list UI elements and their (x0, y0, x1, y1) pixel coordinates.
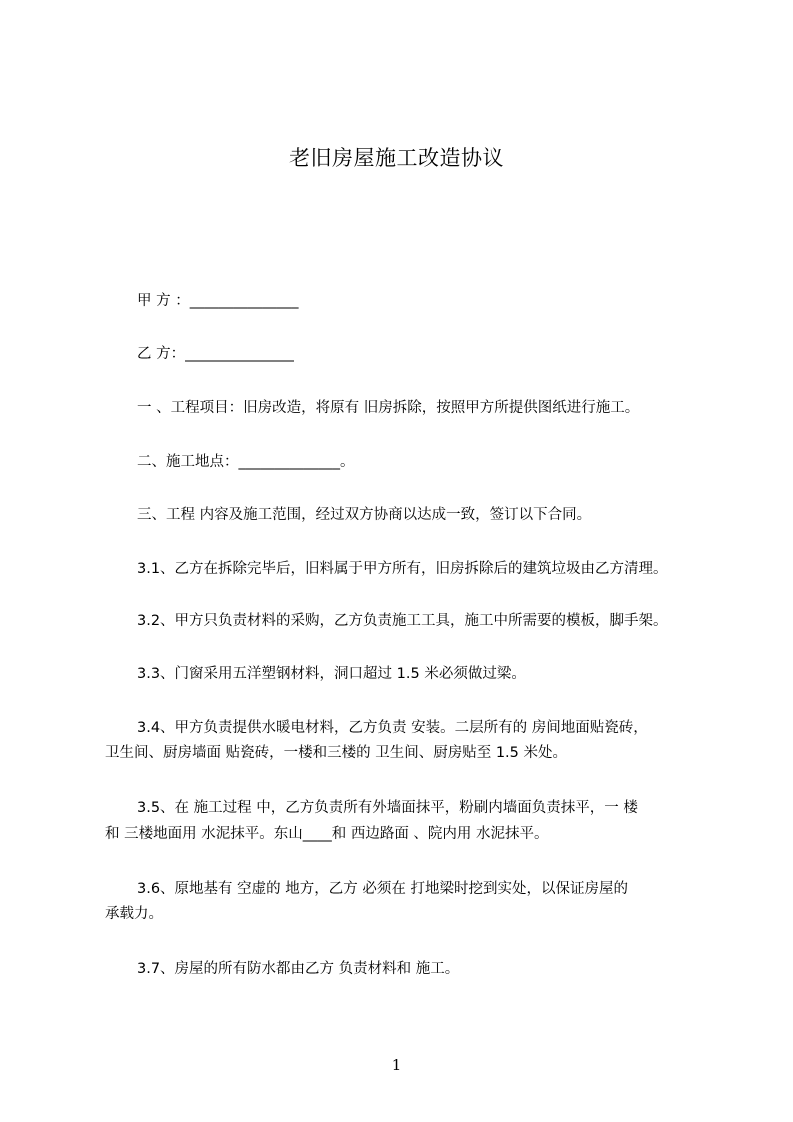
clause-3-5-line1: 3.5、在 施工过程 中，乙方负责所有外墙面抹平，粉刷内墙面负责抹平，一 楼 (137, 800, 638, 816)
party-a-line: 甲 方 ：_______________ (137, 293, 299, 309)
clause-3-6-line2: 承载力。 (105, 906, 163, 922)
clause-3-4-line2: 卫生间、厨房墙面 贴瓷砖，一楼和三楼的 卫生间、厨房贴至 1.5 米处。 (105, 745, 567, 761)
clause-3-scope: 三、工程 内容及施工范围，经过双方协商以达成一致，签订以下合同。 (137, 507, 592, 523)
clause-1-project: 一 、工程项目：旧房改造，将原有 旧房拆除，按照甲方所提供图纸进行施工。 (137, 400, 640, 416)
clause-3-4-line1: 3.4、甲方负责提供水暖电材料，乙方负责 安装。二层所有的 房间地面贴瓷砖， (137, 720, 648, 736)
clause-3-2: 3.2、甲方只负责材料的采购，乙方负责施工工具，施工中所需要的模板，脚手架。 (137, 613, 668, 629)
clause-3-3: 3.3、门窗采用五洋塑钢材料，洞口超过 1.5 米必须做过梁。 (137, 666, 526, 682)
clause-3-7: 3.7、房屋的所有防水都由乙方 负责材料和 施工。 (137, 961, 460, 977)
clause-3-6-line1: 3.6、原地基有 空虚的 地方，乙方 必须在 打地梁时挖到实处，以保证房屋的 (137, 881, 628, 897)
clause-3-1: 3.1、乙方在拆除完毕后，旧料属于甲方所有，旧房拆除后的建筑垃圾由乙方清理。 (137, 561, 668, 577)
party-b-line: 乙 方：_______________ (137, 346, 294, 362)
clause-3-5-line2: 和 三楼地面用 水泥抹平。东山____和 西边路面 、院内用 水泥抹平。 (105, 826, 549, 842)
clause-2-location: 二、施工地点：______________。 (137, 454, 355, 470)
document-title: 老旧房屋施工改造协议 (289, 146, 504, 170)
page-number: 1 (391, 1056, 402, 1074)
